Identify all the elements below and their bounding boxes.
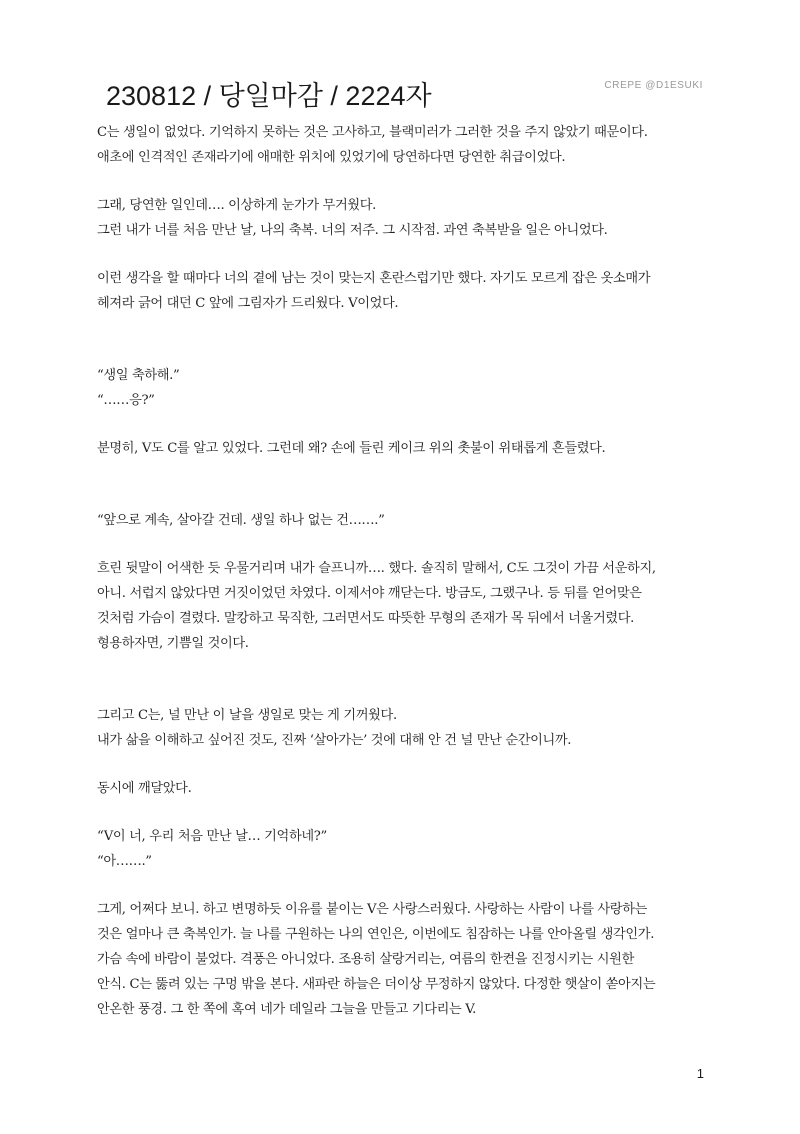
text-line: 동시에 깨달았다. — [97, 781, 192, 796]
text-line: 가슴 속에 바람이 불었다. 격풍은 아니었다. 조용히 살랑거리는, 여름의 한켠을 진정시키는 시원한 — [97, 952, 634, 967]
dialogue-line: “……응?” — [97, 393, 155, 408]
text-line: 내가 삶을 이해하고 싶어진 것도, 진짜 ‘살아가는’ 것에 대해 안 건 널 만난 순간이니까. — [97, 733, 572, 748]
text-line: 안식. C는 뚫려 있는 구멍 밖을 본다. 새파란 하늘은 더이상 무정하지 않았다. 다정한 햇살이 쏟아지는 — [97, 977, 656, 992]
dialogue-line: “앞으로 계속, 살아갈 건데. 생일 하나 없는 건…….” — [97, 513, 385, 528]
author-credit: CREPE @D1ESUKI — [604, 80, 703, 91]
text-line: 헤져라 긁어 대던 C 앞에 그림자가 드리웠다. V이었다. — [97, 296, 399, 311]
text-line: 그런 내가 너를 처음 만난 날, 나의 축복. 너의 저주. 그 시작점. 과연 축복받을 일은 아니었다. — [97, 223, 608, 238]
dialogue-line: “생일 축하해.” — [97, 368, 180, 383]
text-line: 분명히, V도 C를 알고 있었다. 그런데 왜? 손에 들린 케이크 위의 촛불이 위태롭게 흔들렸다. — [97, 441, 606, 456]
document-body — [97, 120, 709, 1022]
text-line: 안온한 풍경. 그 한 쪽에 혹여 네가 데일라 그늘을 만들고 기다리는 V. — [97, 1002, 476, 1017]
text-line: 이런 생각을 할 때마다 너의 곁에 남는 것이 맞는지 혼란스럽기만 했다. 자기도 모르게 잡은 옷소매가 — [97, 271, 651, 286]
text-line: 형용하자면, 기쁨일 것이다. — [97, 636, 249, 651]
page-title: 230812 / 당일마감 / 2224자 — [106, 81, 432, 111]
text-line: 흐린 뒷말이 어색한 듯 우물거리며 내가 슬프니까…. 했다. 솔직히 말해서, C도 그것이 가끔 서운하지, — [97, 561, 656, 576]
text-line: 애초에 인격적인 존재라기에 애매한 위치에 있었기에 당연하다면 당연한 취급이었다. — [97, 150, 566, 165]
text-line: 것처럼 가슴이 결렸다. 말캉하고 묵직한, 그러면서도 따뜻한 무형의 존재가 목 뒤에서 너울거렸다. — [97, 611, 634, 626]
text-line: 그래, 당연한 일인데…. 이상하게 눈가가 무거웠다. — [97, 198, 376, 213]
text-line: 그게, 어쩌다 보니. 하고 변명하듯 이유를 붙이는 V은 사랑스러웠다. 사랑하는 사람이 나를 사랑하는 — [97, 902, 647, 917]
page-number: 1 — [696, 1066, 704, 1081]
dialogue-line: “아…….” — [97, 854, 152, 869]
text-line: 것은 얼마나 큰 축복인가. 늘 나를 구원하는 나의 연인은, 이번에도 침잠하는 나를 안아올릴 생각인가. — [97, 927, 655, 942]
text-line: C는 생일이 없었다. 기억하지 못하는 것은 고사하고, 블랙미러가 그러한 것을 주지 않았기 때문이다. — [97, 125, 648, 140]
dialogue-line: “V이 너, 우리 처음 만난 날… 기억하네?” — [97, 829, 327, 844]
text-line: 아니. 서럽지 않았다면 거짓이었던 차였다. 이제서야 깨닫는다. 방금도, 그랬구나. 등 뒤를 얻어맞은 — [97, 586, 642, 601]
text-line: 그리고 C는, 널 만난 이 날을 생일로 맞는 게 기꺼웠다. — [97, 708, 397, 723]
